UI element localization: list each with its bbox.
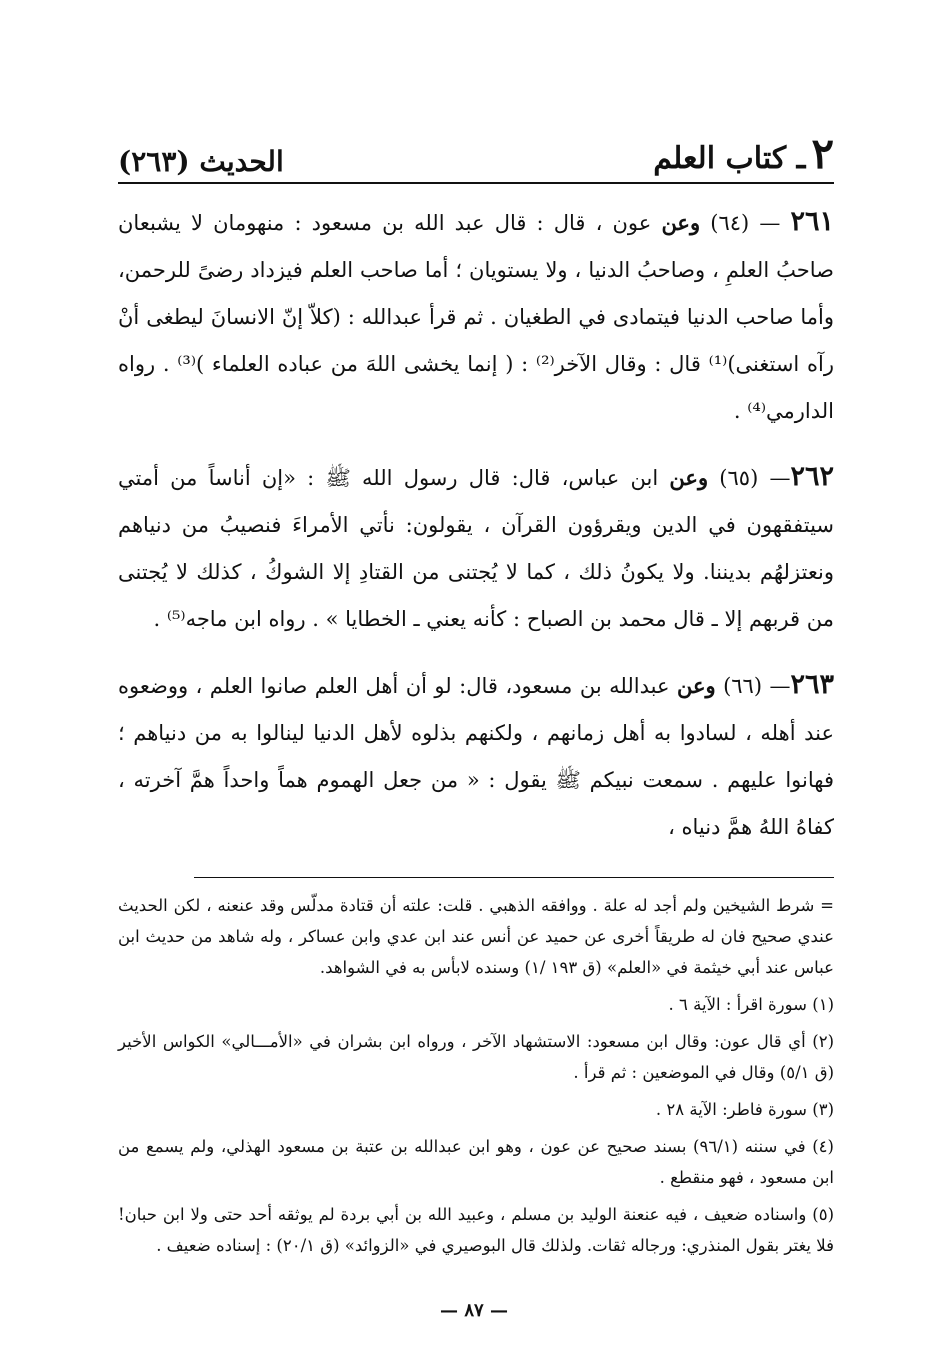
footnote-4: (٤) في سننه (٩٦/١) بسند صحيح عن عون ، وهو ابن عبدالله بن عتبة بن مسعود الهذلي، ولم يسمع من ابن مسعود ، فهو منقطع .: [118, 1137, 834, 1187]
footnote-3: (٣) سورة فاطر: الآية ٢٨ .: [655, 1100, 834, 1119]
footnote-5: (٥) واسناده ضعيف ، فيه عنعنة الوليد بن مسلم ، وعبيد الله بن أبي بردة لم يوثقه أحد حتى ولا ابن حبان! فلا يغتر بقول المنذري: ورجاله ثقات. ولذلك قال البوصيري في «الزوائد» (ق ٢٠/١) : إسناده ضعيف .: [118, 1205, 834, 1255]
hadith-262: [118, 453, 834, 643]
hadith-prefix: — (٦٦): [715, 674, 791, 698]
running-head: [118, 120, 834, 178]
footnote-2: (٢) أي قال عون: وقال ابن مسعود: الاستشهاد الآخر ، ورواه ابن بشران في «الأمـــالي» الكواس الأخير (ق ٥/١) وقال في الموضعين : ثم قرأ .: [118, 1032, 834, 1082]
hadith-rawi: وعن: [661, 210, 701, 235]
hadith-prefix: — (٦٥): [708, 466, 791, 490]
hadith-number: ٢٦١: [790, 206, 835, 237]
hadith-number: ٢٦٢: [790, 461, 834, 492]
hadith-text: عون ، قال : قال عبد الله بن مسعود : منهومان لا يشبعان صاحبُ العلمِ ، وصاحبُ الدنيا ، ولا يستويان ؛ أما صاحب العلم فيزداد رضىً للرحمن، وأما صاحب الدنيا فيتمادى في الطغيان . ثم قرأ عبدالله : (كلاّ إنّ الانسانَ ليطغى أنْ رآه استغنى)⁽¹⁾ قال : وقال الآخر⁽²⁾ : ( إنما يخشى اللهَ من عباده العلماء )⁽³⁾ . رواه الدارمي⁽⁴⁾ .: [118, 211, 834, 423]
chapter-title: [653, 129, 834, 178]
hadith-text: ابن عباس، قال: قال رسول الله ﷺ : «إن أناساً من أمتي سيتفقهون في الدين ويقرؤون القرآن ، يقولون: نأتي الأمراءَ فنصيبُ من دنياهم ونعتزلهُم بديننا. ولا يكونُ ذلك ، كما لا يُجتنى من القتادِ إلا الشوكُ ، كذلك لا يُجتنى من قربهم إلا ـ قال محمد بن الصباح : كأنه يعني ـ الخطايا » . رواه ابن ماجه⁽⁵⁾ .: [118, 466, 834, 631]
main-text: [118, 198, 834, 851]
hadith-263: [118, 661, 834, 851]
header-rule: [118, 182, 834, 184]
page: [118, 120, 834, 1267]
hadith-261: [118, 198, 834, 435]
footnotes: [118, 890, 834, 1261]
hadith-number: ٢٦٣: [790, 669, 835, 700]
hadith-rawi: وعن: [676, 673, 716, 698]
footnote-rule: [194, 877, 834, 878]
hadith-rawi: وعن: [669, 465, 709, 490]
chapter-title-text: ـ كتاب العلم: [653, 141, 806, 176]
footnote-continuation: = شرط الشيخين ولم أجد له علة . ووافقه الذهبي . قلت: علته أن قتادة مدلّس وقد عنعنه ، لكن الحديث عندي صحيح فان له طريقاً أخرى عن حميد عن أنس عند ابن عدي وابن عساكر ، وله شاهد من حديث ابن عباس عند أبي خيثمة في «العلم» (ق ١٩٣ /١) وسنده لابأس به في الشواهد.: [118, 896, 834, 977]
footnote-1: (١) سورة اقرأ : الآية ٦ .: [668, 995, 834, 1014]
hadith-prefix: — (٦٤): [700, 211, 791, 235]
hadith-text: عبدالله بن مسعود، قال: لو أن أهل العلم صانوا العلم ، ووضعوه عند أهله ، لسادوا به أهل زمانهم ، ولكنهم بذلوه لأهل الدنيا لينالوا به من دنياهم ؛ فهانوا عليهم . سمعت نبيكم ﷺ يقول : « من جعل الهموم هماً واحداً همَّ آخرته ، كفاهُ اللهُ همَّ دنياه ،: [118, 674, 834, 839]
chapter-number: ٢: [811, 129, 834, 178]
hadith-range: الحديث (٢٦٣): [118, 145, 284, 178]
page-number: — ٨٧ —: [440, 1300, 508, 1321]
